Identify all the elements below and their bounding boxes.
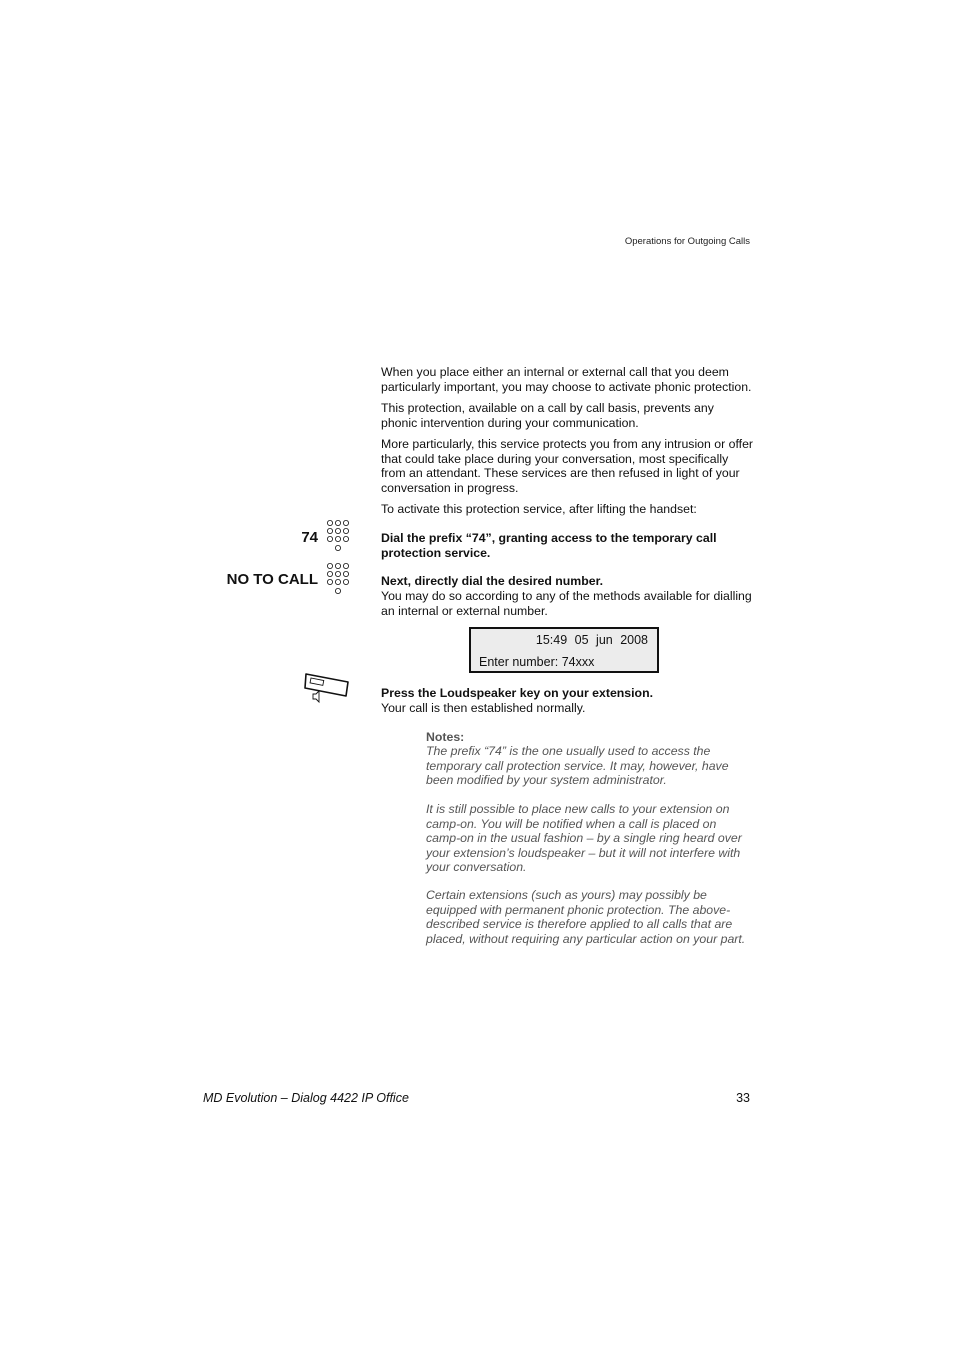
footer-title: MD Evolution – Dialog 4422 IP Office (203, 1091, 409, 1105)
step-key-74: 74 (301, 529, 318, 546)
step-detail: Your call is then established normally. (381, 701, 586, 715)
display-value: 74xxx (561, 655, 595, 669)
loudspeaker-key-icon (303, 671, 351, 707)
intro-paragraph: This protection, available on a call by call basis, prevents any phonic intervention during your communication. (381, 401, 714, 430)
running-header: Operations for Outgoing Calls (624, 236, 750, 247)
step-instruction: Press the Loudspeaker key on your extension. (381, 686, 653, 700)
keypad-icon (325, 519, 351, 553)
keypad-icon (325, 562, 351, 596)
note-item: It is still possible to place new calls to your extension on camp-on. You will be notified when a call is placed on camp-on in the usual fashion – by a single ring heard over your extension’s loudspeaker – but it will not interfere with your conversation. (426, 802, 742, 875)
step-detail: You may do so according to any of the methods available for dialling an internal or external number. (381, 589, 752, 618)
notes-title: Notes: (426, 730, 465, 744)
display-entry (479, 655, 594, 669)
display-label: Enter number: (479, 655, 559, 669)
page-number: 33 (736, 1091, 750, 1105)
step-instruction: Dial the prefix “74”, granting access to the temporary call protection service. (381, 531, 717, 560)
display-time-date: 15:49 05 jun 2008 (535, 633, 648, 647)
step-key-no-to-call: NO TO CALL (226, 571, 318, 588)
note-item: Certain extensions (such as yours) may possibly be equipped with permanent phonic protection. The above-described service is therefore applied to all calls that are placed, without requiring any particular action on your part. (426, 888, 746, 946)
note-item: The prefix “74” is the one usually used to access the temporary call protection service. It may, however, have been modified by your system administrator. (426, 744, 729, 788)
phone-display (469, 627, 659, 673)
intro-paragraph: When you place either an internal or external call that you deem particularly important, you may choose to activate phonic protection. (381, 365, 752, 394)
intro-paragraph: More particularly, this service protects you from any intrusion or offer that could take place during your conversation, most specifically from an attendant. These services are then refused in light of your conversation in progress. (381, 437, 754, 495)
step-instruction: Next, directly dial the desired number. (381, 574, 604, 588)
intro-paragraph: To activate this protection service, after lifting the handset: (381, 502, 697, 516)
